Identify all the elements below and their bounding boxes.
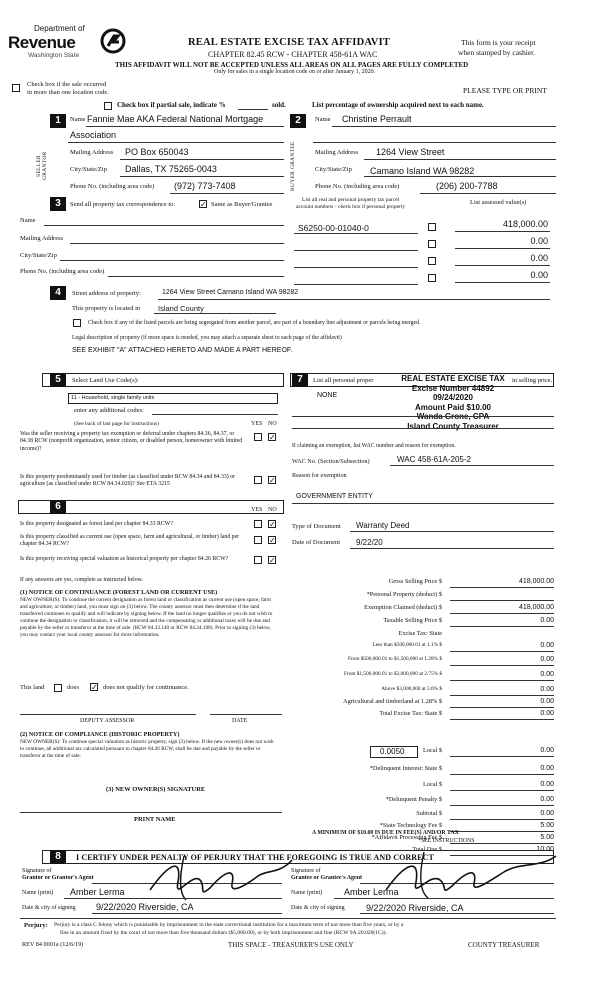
grantee-date-city[interactable]: 9/22/2020 Riverside, CA: [366, 903, 464, 913]
same-as-buyer-checkbox[interactable]: ✓: [200, 200, 207, 209]
same-as-buyer-label: Same as Buyer/Grantee: [211, 201, 273, 208]
section-6-badge: 6: [50, 500, 66, 514]
seller-mail[interactable]: PO Box 650043: [125, 147, 189, 157]
calc-label-3: Taxable Selling Price $: [383, 617, 442, 624]
grantor-print-name[interactable]: Amber Lerma: [70, 887, 125, 897]
calc-label-7: From $1,500,000.01 to $3,000,000 at 2.75% $: [344, 671, 442, 677]
personal-property-value[interactable]: NONE: [317, 392, 338, 399]
print-name-left-label: Name (print): [22, 890, 54, 896]
doc-type-label: Type of Document: [292, 523, 341, 530]
stamp-line-6: Island County Treasurer: [407, 421, 499, 431]
calc-value-3[interactable]: 0.00: [540, 617, 554, 624]
calc-value-16[interactable]: 5.00: [540, 822, 554, 829]
continuance-title: (1) NOTICE OF CONTINUANCE (FOREST LAND OR CURRENT USE): [20, 589, 218, 596]
calc-label-11: Local $: [422, 747, 442, 754]
s5-question-1: Was the seller receiving a property tax exemption or deferral under chapters 84.36, 84.37, or 84.38 RCW (nonprofit organization, senior citizen, or disabled person, homeowner with limited income)?: [20, 431, 243, 452]
calc-label-5: Less than $500,000.01 at 1.1% $: [372, 642, 442, 648]
seller-grantor-label: SELLER GRANTOR: [36, 151, 48, 181]
section-7-badge: 7: [292, 373, 308, 387]
multi-location-label2: in more than one location code.: [27, 89, 109, 96]
sig-left-label1: Signature of: [22, 868, 52, 874]
wac-number[interactable]: WAC 458-61A-205-2: [397, 455, 471, 464]
does-not-label: does not qualify for continuance.: [103, 684, 189, 691]
buyer-phone[interactable]: (206) 200-7788: [436, 181, 498, 191]
date-city-right-label: Date & city of signing: [291, 905, 345, 911]
stamp-line-4: Amount Paid $10.00: [414, 402, 492, 412]
personal-property-checkbox-4[interactable]: [428, 274, 436, 282]
section-5-badge: 5: [50, 373, 66, 387]
calc-label-13: Local $: [422, 781, 442, 788]
certify-statement: I CERTIFY UNDER PENALTY OF PERJURY THAT THE FOREGOING IS TRUE AND CORRECT: [76, 853, 434, 862]
state-label: Washington State: [28, 52, 80, 59]
perjury-label: Perjury:: [24, 922, 48, 929]
s6-q1-yes-checkbox[interactable]: [254, 520, 262, 528]
does-label: does: [67, 684, 79, 691]
chapter-label: CHAPTER 82.45 RCW - CHAPTER 458-61A WAC: [208, 50, 378, 59]
dept-label: Department of: [34, 24, 85, 33]
s2-name-label: Name: [315, 116, 331, 123]
doc-type-value[interactable]: Warranty Deed: [356, 521, 410, 530]
s2-mail-label: Mailing Address: [315, 149, 359, 156]
s5-q1-no-checkbox[interactable]: ✓: [269, 433, 276, 442]
stamp-line-5: Wanda Grone, CPA: [416, 412, 490, 421]
s6-question-2: Is this property classified as current use (open space, farm and agricultural, or timber) land per chapter 84.34 RCW?: [20, 534, 240, 548]
buyer-name[interactable]: Christine Perrault: [342, 114, 412, 124]
street-label: Street address of property:: [72, 290, 141, 297]
calc-value-0[interactable]: 418,000.00: [518, 578, 554, 585]
seller-phone[interactable]: (972) 773-7408: [174, 181, 236, 191]
perjury-line1: Perjury is a class C felony which is punishable by imprisonment in the state correctional institution for a maximum term of not more than five years, or by a: [54, 922, 404, 928]
doc-date-label: Date of Document: [292, 539, 341, 546]
s6-q1-no-checkbox[interactable]: ✓: [269, 520, 276, 529]
calc-label-14: *Delinquent Penalty $: [385, 796, 442, 803]
s6-yes-header: YES: [251, 507, 263, 513]
personal-property-checkbox-3[interactable]: [428, 257, 436, 265]
seller-name-line1[interactable]: Fannie Mae AKA Federal National Mortgage: [87, 114, 264, 124]
buyer-city[interactable]: Camano Island WA 98282: [370, 166, 475, 176]
does-not-qualify-checkbox[interactable]: ✓: [91, 683, 98, 692]
s3-mail-label: Mailing Address: [20, 235, 64, 242]
form-revision: REV 84 0001a (12/6/19): [22, 941, 84, 948]
minimum-due-label: A MINIMUM OF $10.00 IS DUE IN FEE(S) AND/OR TAX: [312, 830, 459, 836]
seller-name-line2[interactable]: Association: [70, 130, 117, 140]
personal-property-checkbox-1[interactable]: [428, 223, 436, 231]
calc-value-2[interactable]: 418,000.00: [518, 604, 554, 611]
does-qualify-checkbox[interactable]: [54, 684, 62, 692]
treasurer-stamp: [383, 374, 523, 431]
s6-q2-yes-checkbox[interactable]: [254, 536, 262, 544]
segregation-checkbox[interactable]: [73, 319, 81, 327]
grantor-date-city[interactable]: 9/22/2020 Riverside, CA: [96, 902, 194, 912]
s1-mail-label: Mailing Address: [70, 149, 114, 156]
additional-codes-label: enter any additional codes:: [74, 407, 144, 414]
section-8-badge: 8: [50, 850, 66, 864]
s1-city-label: City/State/Zip: [70, 166, 107, 173]
calc-value-8[interactable]: 0.00: [540, 686, 554, 693]
revenue-logo-icon: [100, 28, 126, 54]
sig-right-label2: Grantee or Grantee's Agent: [291, 875, 363, 881]
section-3-badge: 3: [50, 197, 66, 211]
s3-city-label: City/State/Zip: [20, 252, 57, 259]
receipt-line2: when stamped by cashier.: [458, 48, 536, 57]
stamp-line-1: REAL ESTATE EXCISE TAX: [401, 374, 505, 383]
treasurer-space-label: THIS SPACE - TREASURER'S USE ONLY: [228, 941, 354, 949]
buyer-grantee-label: BUYER GRANTEE: [290, 141, 296, 191]
if-claiming-label: If claiming an exemption, list WAC number and reason for exemption.: [292, 443, 456, 449]
only-for-text: Only for sales in a single location code on or after January 1, 2020.: [214, 69, 376, 75]
calc-value-14[interactable]: 0.00: [540, 796, 554, 803]
perjury-line2: fine in an amount fixed by the court of not more than five thousand dollars ($5,000.00), or by both imprisonment and fine (RCW 9A.20.020(1C)).: [60, 930, 387, 936]
partial-sale-label: Check box if partial sale, indicate %: [117, 101, 226, 109]
s6-q3-yes-checkbox[interactable]: [254, 556, 262, 564]
calc-value-6[interactable]: 0.00: [540, 656, 554, 663]
doc-date-value[interactable]: 9/22/20: [356, 538, 383, 547]
sig-right-label1: Signature of: [291, 868, 321, 874]
calc-label-15: Subtotal $: [416, 810, 442, 817]
calc-value-10[interactable]: 0.00: [540, 710, 554, 717]
grantee-print-name[interactable]: Amber Lerma: [344, 887, 399, 897]
calc-label-0: Gross Selling Price $: [388, 578, 442, 585]
assessed-value-1[interactable]: 418,000.00: [502, 219, 548, 229]
continuance-text: NEW OWNER(S): To continue the current designation as forest land or classification as current use (open space, farm and agriculture, or timber) land, you must sign on (3) below. The county assessor must then determine if the land transferred continues to qualify and will indicate by signing below. If the land no longer qualifies or you do not wish to continue the designation or classification, it will be removed and the compensating or additional taxes will be due and payable by the seller or transferor at the time of sale. (RCW 84.33.140 or RCW 84.34.108). Prior to signing (3) below, you may contact your local county assessor for more information.: [20, 597, 273, 638]
see-back-label: (See back of last page for instructions): [74, 421, 159, 427]
s6-no-header: NO: [268, 507, 277, 513]
calc-value-11[interactable]: 0.00: [540, 747, 554, 754]
send-tax-label: Send all property tax correspondence to:: [70, 201, 176, 208]
calc-label-12: *Delinquent Interest: State $: [369, 765, 442, 772]
county-treasurer-label: COUNTY TREASURER: [468, 941, 540, 949]
parcel-number-1[interactable]: S6250-00-01040-0: [298, 223, 369, 233]
calc-value-5[interactable]: 0.00: [540, 642, 554, 649]
s5-no-header: NO: [268, 421, 277, 427]
s2-phone-label: Phone No. (including area code): [315, 183, 400, 190]
grantee-signature: [380, 850, 560, 902]
section-4-badge: 4: [50, 286, 66, 300]
warning-text: THIS AFFIDAVIT WILL NOT BE ACCEPTED UNLESS ALL AREAS ON ALL PAGES ARE FULLY COMPLETED: [115, 61, 469, 69]
calc-label-4: Excise Tax: State: [398, 630, 442, 637]
local-rate-value: 0.0050: [380, 747, 405, 756]
s1-name-label: Name: [70, 116, 86, 123]
calc-label-2: Exemption Claimed (deduct) $: [364, 604, 442, 611]
print-name-right-label: Name (print): [291, 890, 323, 896]
land-use-value: 11 - Household, single family units: [71, 395, 155, 401]
calc-label-18: Total Due $: [412, 846, 442, 853]
calc-value-13[interactable]: 0.00: [540, 781, 554, 788]
assessed-value-2[interactable]: 0.00: [530, 236, 548, 246]
if-yes-label: If any answers are yes, complete as instructed below.: [20, 577, 143, 583]
sig-left-label2: Grantor or Grantor's Agent: [22, 875, 94, 881]
segregation-label: Check box if any of the listed parcels are being segregated from another parcel, are part of a boundary line adjustment or parcels being merged.: [88, 320, 421, 326]
calc-label-8: Above $3,000,000 at 3.0% $: [381, 686, 442, 692]
form-title: REAL ESTATE EXCISE TAX AFFIDAVIT: [188, 37, 391, 48]
calc-value-9[interactable]: 0.00: [540, 698, 554, 705]
section-2-badge: 2: [290, 114, 306, 128]
calc-value-7[interactable]: 0.00: [540, 671, 554, 678]
deputy-date-label: DATE: [232, 718, 248, 724]
s5-q1-yes-checkbox[interactable]: [254, 433, 262, 441]
calc-label-10: Total Excise Tax: State $: [379, 710, 442, 717]
stamp-line-3: 09/24/2020: [432, 393, 474, 402]
grantor-signature: [140, 852, 300, 904]
new-owner-signature-label: (3) NEW OWNER(S) SIGNATURE: [106, 786, 206, 793]
stamp-line-2: Excise Number 44892: [411, 383, 495, 393]
see-instructions-label: *SEE INSTRUCTIONS: [418, 838, 475, 844]
legal-description[interactable]: SEE EXHIBIT "A" ATTACHED HERETO AND MADE A PART HEREOF.: [72, 347, 293, 354]
deputy-assessor-label: DEPUTY ASSESSOR: [80, 718, 135, 724]
calc-value-12[interactable]: 0.00: [540, 765, 554, 772]
calc-value-15[interactable]: 0.00: [540, 810, 554, 817]
s2-city-label: City/State/Zip: [315, 166, 352, 173]
compliance-title: (2) NOTICE OF COMPLIANCE (HISTORIC PROPERTY): [20, 731, 180, 738]
s3-phone-label: Phone No. (including area code): [20, 268, 105, 275]
land-use-label: Select Land Use Code(s):: [72, 377, 139, 384]
located-label: This property is located in: [72, 305, 141, 312]
calc-label-9: Agricultural and timberland at 1.28% $: [343, 698, 442, 705]
located-county[interactable]: Island County: [158, 304, 204, 313]
calc-label-1: *Personal Property (deduct) $: [366, 591, 442, 598]
calc-value-17[interactable]: 5.00: [540, 834, 554, 841]
sold-label: sold.: [272, 101, 286, 109]
in-selling-label: in selling price.: [512, 377, 553, 384]
date-city-left-label: Date & city of signing: [22, 905, 76, 911]
parcel-header2: account numbers - check box if personal property: [296, 204, 406, 210]
revenue-logo-text: Revenue: [8, 33, 76, 52]
assessed-value-3[interactable]: 0.00: [530, 253, 548, 263]
assessed-header: List assessed value(s): [470, 199, 527, 206]
calc-label-6: From $500,000.01 to $1,500,000 at 1.28% $: [347, 656, 442, 662]
s6-q3-no-checkbox[interactable]: ✓: [269, 556, 276, 565]
partial-sale-checkbox[interactable]: [104, 102, 112, 110]
street-address[interactable]: 1264 View Street Camano Island WA 98282: [162, 289, 299, 296]
s6-question-1: Is this property designated as forest land per chapter 84.33 RCW?: [20, 521, 173, 527]
this-land-label: This land: [20, 684, 45, 691]
s3-name-label: Name: [20, 217, 36, 224]
personal-property-checkbox-2[interactable]: [428, 240, 436, 248]
compliance-text: NEW OWNER(S): To continue special valuation as historic property, sign (3) below. If the new owner(s) does not wish to continue, all additional tax calculated pursuant to chapter 84.26 RCW, shall be due and payable by the seller or transferor at the time of sale.: [20, 739, 274, 759]
seller-city[interactable]: Dallas, TX 75265-0043: [125, 164, 217, 174]
parcel-header1: List all real and personal property tax parcel: [302, 197, 400, 203]
buyer-mail[interactable]: 1264 View Street: [376, 147, 445, 157]
multi-location-checkbox[interactable]: [12, 84, 20, 92]
calc-label-17: *Affidavit Processing Fee $: [371, 834, 442, 841]
receipt-line1: This form is your receipt: [461, 38, 536, 47]
personal-property-label: List all personal proper: [313, 377, 374, 384]
reason-value[interactable]: GOVERNMENT ENTITY: [296, 493, 373, 500]
reason-label: Reason for exemption: [292, 472, 347, 479]
s6-q2-no-checkbox[interactable]: ✓: [269, 536, 276, 545]
calc-value-18[interactable]: 10.00: [536, 846, 554, 853]
s1-phone-label: Phone No. (including area code): [70, 183, 155, 190]
s5-yes-header: YES: [251, 421, 263, 427]
s5-question-2: Is this property predominantly used for timber (as classified under RCW 84.34 and 84.33) or agriculture (as classified under RCW 84.34.020)? See ETA 3215: [20, 474, 235, 488]
s5-q2-no-checkbox[interactable]: ✓: [269, 476, 276, 485]
section-1-badge: 1: [50, 114, 66, 128]
legal-desc-label: Legal description of property (if more space is needed, you may attach a separate sheet to each page of the affidavit): [72, 335, 342, 341]
wac-label: WAC No. (Section/Subsection): [292, 458, 370, 465]
calc-label-16: *State Technology Fee $: [379, 822, 442, 829]
s5-q2-yes-checkbox[interactable]: [254, 476, 262, 484]
list-pct-label: List percentage of ownership acquired next to each name.: [312, 101, 484, 109]
multi-location-label1: Check box if the sale occurred: [27, 81, 107, 88]
please-type-label: PLEASE TYPE OR PRINT: [463, 86, 547, 95]
print-name-label: PRINT NAME: [134, 816, 176, 823]
s6-question-3: Is this property receiving special valuation as historical property per chapter 84.26 RCW?: [20, 556, 229, 562]
assessed-value-4[interactable]: 0.00: [530, 270, 548, 280]
